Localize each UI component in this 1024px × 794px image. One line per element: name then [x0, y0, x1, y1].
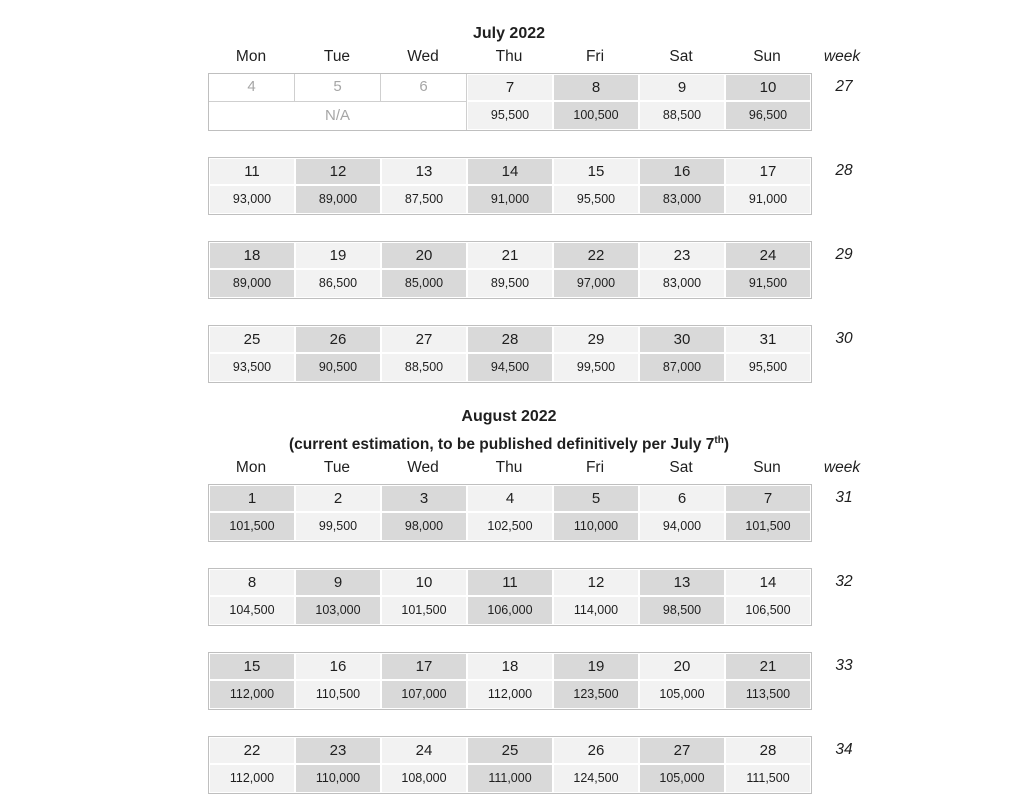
day-cell: 2: [295, 485, 381, 512]
day-cell: 21: [467, 242, 553, 269]
value-cell: 110,000: [553, 512, 639, 541]
week-row: [208, 241, 1024, 299]
value-cell: 124,500: [553, 764, 639, 793]
value-cell: 112,000: [209, 680, 295, 709]
value-cell: 102,500: [467, 512, 553, 541]
week-number: 27: [835, 78, 853, 95]
month-subtitle-close-paren: ): [723, 436, 730, 454]
week-number: 33: [835, 657, 853, 675]
month-subtitle-text: (current estimation, to be published definitively per July 7: [288, 436, 715, 454]
weekday-label-fri: Fri: [585, 459, 605, 477]
day-cell: 4: [467, 485, 553, 512]
value-cell: 108,000: [381, 764, 467, 793]
day-cell: 6: [639, 485, 725, 512]
weekday-label-mon: Mon: [235, 48, 267, 65]
value-cell: 86,500: [295, 269, 381, 298]
week-table: [208, 157, 812, 215]
week-row: [208, 325, 1024, 383]
month-section-july: [208, 24, 1024, 383]
day-cell: 29: [553, 326, 639, 353]
value-cell: 96,500: [725, 101, 811, 130]
value-cell: 83,000: [639, 269, 725, 298]
day-cell: 9: [639, 74, 725, 101]
value-cell: 95,500: [467, 101, 553, 130]
value-cell: 111,500: [725, 764, 811, 793]
value-cell: 106,500: [725, 596, 811, 625]
day-cell: 11: [209, 158, 295, 185]
day-cell: 8: [553, 74, 639, 101]
day-cell: 1: [209, 485, 295, 512]
week-table: [208, 568, 812, 626]
weekday-label-thu: Thu: [495, 48, 523, 65]
weekday-label-sat: Sat: [669, 459, 693, 477]
day-cell: 25: [467, 737, 553, 764]
week-number: 29: [835, 246, 853, 263]
value-cell: 106,000: [467, 596, 553, 625]
value-cell: 95,500: [725, 353, 811, 382]
day-cell: 13: [639, 569, 725, 596]
value-cell: 104,500: [209, 596, 295, 625]
value-cell: 112,000: [209, 764, 295, 793]
na-value-cell: N/A: [209, 101, 467, 130]
day-cell-na: 4: [209, 74, 295, 101]
value-cell: 93,000: [209, 185, 295, 214]
month-title: August 2022: [461, 408, 557, 425]
value-cell: 111,000: [467, 764, 553, 793]
week-row: [208, 157, 1024, 215]
weekday-label-fri: Fri: [585, 48, 605, 65]
value-cell: 83,000: [639, 185, 725, 214]
day-cell: 18: [467, 653, 553, 680]
day-cell: 27: [381, 326, 467, 353]
week-table: [208, 736, 812, 794]
value-cell: 94,500: [467, 353, 553, 382]
day-cell: 19: [553, 653, 639, 680]
value-cell: 105,000: [639, 764, 725, 793]
week-number: 32: [835, 573, 853, 591]
day-cell: 26: [295, 326, 381, 353]
month-subtitle: [208, 430, 810, 456]
value-cell: 88,500: [381, 353, 467, 382]
weekday-header-row: [208, 47, 1024, 67]
weekday-label-wed: Wed: [407, 48, 439, 65]
value-cell: 91,000: [725, 185, 811, 214]
weekday-label-sun: Sun: [753, 48, 781, 65]
day-cell: 22: [209, 737, 295, 764]
weekday-header-row: [208, 458, 1024, 478]
value-cell: 89,000: [295, 185, 381, 214]
value-cell: 110,500: [295, 680, 381, 709]
day-cell: 9: [295, 569, 381, 596]
week-column-label: week: [823, 48, 861, 65]
month-subtitle-superscript: th: [714, 435, 724, 446]
day-cell: 5: [553, 485, 639, 512]
day-cell: 10: [725, 74, 811, 101]
day-cell: 10: [381, 569, 467, 596]
week-column-label: week: [823, 459, 861, 477]
value-cell: 85,000: [381, 269, 467, 298]
month-title: July 2022: [472, 25, 546, 42]
value-cell: 98,000: [381, 512, 467, 541]
weekday-label-sat: Sat: [669, 48, 693, 65]
day-cell: 7: [467, 74, 553, 101]
day-cell-na: 6: [381, 74, 467, 101]
week-table: [208, 241, 812, 299]
day-cell: 18: [209, 242, 295, 269]
week-table: [208, 652, 812, 710]
weekday-label-sun: Sun: [753, 459, 781, 477]
week-number: 28: [835, 162, 853, 179]
week-number: 34: [835, 741, 853, 759]
value-cell: 91,000: [467, 185, 553, 214]
value-cell: 89,000: [209, 269, 295, 298]
value-cell: 89,500: [467, 269, 553, 298]
value-cell: 100,500: [553, 101, 639, 130]
day-cell: 20: [381, 242, 467, 269]
value-cell: 87,500: [381, 185, 467, 214]
day-cell: 15: [553, 158, 639, 185]
value-cell: 97,000: [553, 269, 639, 298]
day-cell: 28: [725, 737, 811, 764]
value-cell: 101,500: [381, 596, 467, 625]
day-cell: 24: [725, 242, 811, 269]
day-cell: 16: [295, 653, 381, 680]
day-cell: 13: [381, 158, 467, 185]
week-row: [208, 73, 1024, 131]
day-cell: 14: [725, 569, 811, 596]
day-cell: 30: [639, 326, 725, 353]
day-cell: 3: [381, 485, 467, 512]
value-cell: 107,000: [381, 680, 467, 709]
week-row: [208, 736, 1024, 794]
value-cell: 88,500: [639, 101, 725, 130]
day-cell: 23: [639, 242, 725, 269]
value-cell: 105,000: [639, 680, 725, 709]
value-cell: 114,000: [553, 596, 639, 625]
value-cell: 101,500: [209, 512, 295, 541]
value-cell: 87,000: [639, 353, 725, 382]
day-cell: 15: [209, 653, 295, 680]
day-cell: 31: [725, 326, 811, 353]
day-cell: 28: [467, 326, 553, 353]
weekday-label-mon: Mon: [235, 459, 267, 477]
value-cell: 99,500: [553, 353, 639, 382]
day-cell: 26: [553, 737, 639, 764]
value-cell: 99,500: [295, 512, 381, 541]
value-cell: 91,500: [725, 269, 811, 298]
day-cell: 8: [209, 569, 295, 596]
value-cell: 110,000: [295, 764, 381, 793]
value-cell: 112,000: [467, 680, 553, 709]
day-cell: 23: [295, 737, 381, 764]
week-table: [208, 73, 812, 131]
weekday-label-thu: Thu: [495, 459, 523, 477]
value-cell: 93,500: [209, 353, 295, 382]
day-cell: 25: [209, 326, 295, 353]
day-cell: 17: [381, 653, 467, 680]
day-cell: 7: [725, 485, 811, 512]
day-cell: 16: [639, 158, 725, 185]
week-row: [208, 652, 1024, 710]
week-table: [208, 484, 812, 542]
weekday-label-wed: Wed: [407, 459, 439, 477]
week-number: 31: [835, 489, 853, 507]
week-row: [208, 484, 1024, 542]
week-row: [208, 568, 1024, 626]
day-cell: 12: [553, 569, 639, 596]
months-container: [0, 24, 1024, 794]
day-cell: 11: [467, 569, 553, 596]
day-cell: 20: [639, 653, 725, 680]
day-cell: 27: [639, 737, 725, 764]
weekday-label-tue: Tue: [323, 459, 351, 477]
day-cell: 12: [295, 158, 381, 185]
day-cell: 14: [467, 158, 553, 185]
value-cell: 94,000: [639, 512, 725, 541]
day-cell: 17: [725, 158, 811, 185]
value-cell: 90,500: [295, 353, 381, 382]
day-cell: 21: [725, 653, 811, 680]
value-cell: 95,500: [553, 185, 639, 214]
weekday-label-tue: Tue: [323, 48, 351, 65]
day-cell: 19: [295, 242, 381, 269]
day-cell-na: 5: [295, 74, 381, 101]
value-cell: 101,500: [725, 512, 811, 541]
value-cell: 123,500: [553, 680, 639, 709]
value-cell: 98,500: [639, 596, 725, 625]
value-cell: 103,000: [295, 596, 381, 625]
week-number: 30: [835, 330, 853, 347]
week-table: [208, 325, 812, 383]
day-cell: 24: [381, 737, 467, 764]
month-section-august: [208, 407, 1024, 794]
value-cell: 113,500: [725, 680, 811, 709]
day-cell: 22: [553, 242, 639, 269]
